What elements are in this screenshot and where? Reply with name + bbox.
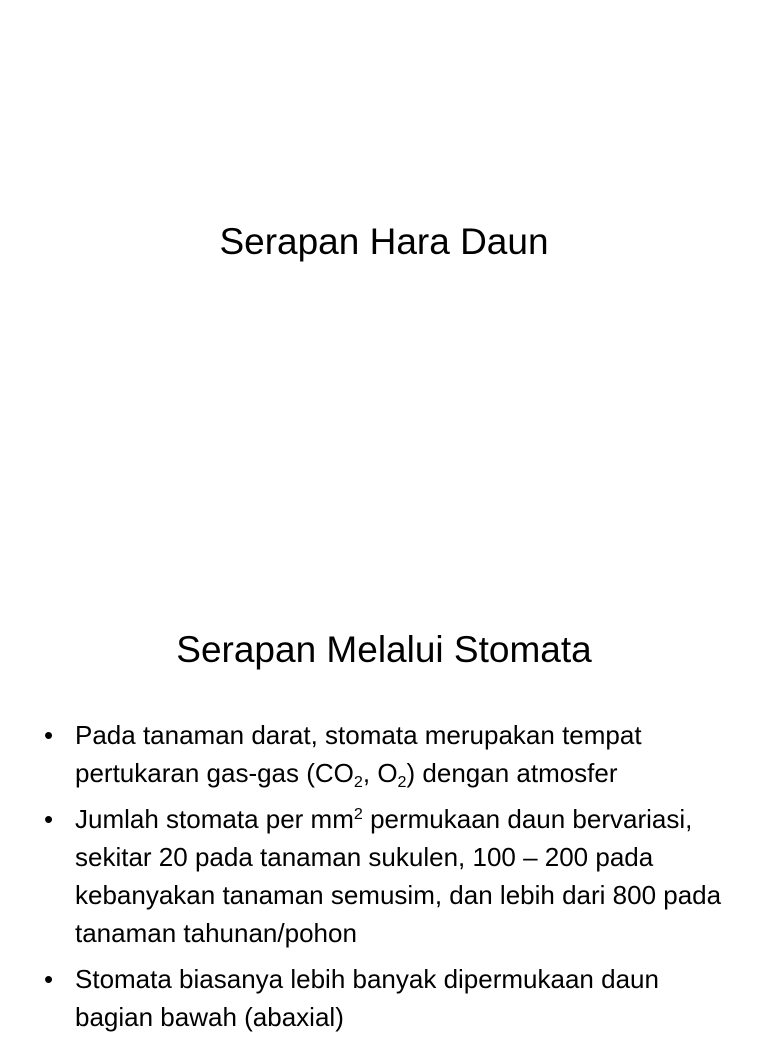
bullet-text: Stomata biasanya lebih banyak dipermukaan daun bagian bawah (abaxial) xyxy=(75,964,659,1032)
bullet-text: Jumlah stomata per mm xyxy=(75,804,354,834)
bullet-icon: • xyxy=(44,804,54,834)
bullet-item-stomata-count xyxy=(44,800,744,952)
bullet-text: Pada tanaman darat, stomata merupakan tempat pertukaran gas-gas (CO xyxy=(75,720,642,788)
bullet-text: , O xyxy=(362,758,398,788)
slide-title: Serapan Hara Daun xyxy=(219,221,549,262)
bullet-item-abaxial xyxy=(44,960,744,1036)
bullet-icon: • xyxy=(44,720,54,750)
bullet-icon: • xyxy=(44,964,54,994)
bullet-list xyxy=(44,716,744,1044)
slide-title: Serapan Melalui Stomata xyxy=(176,629,592,670)
bullet-text: permukaan daun bervariasi, sekitar 20 pada tanaman sukulen, 100 – 200 pada kebanyakan tanaman semusim, dan lebih dari 800 pada tanaman tahunan/pohon xyxy=(75,804,722,948)
superscript: 2 xyxy=(353,805,363,824)
subscript: 2 xyxy=(397,772,407,791)
bullet-item-gas-exchange xyxy=(44,716,744,792)
bullet-text: ) dengan atmosfer xyxy=(406,758,618,788)
subscript: 2 xyxy=(353,772,363,791)
